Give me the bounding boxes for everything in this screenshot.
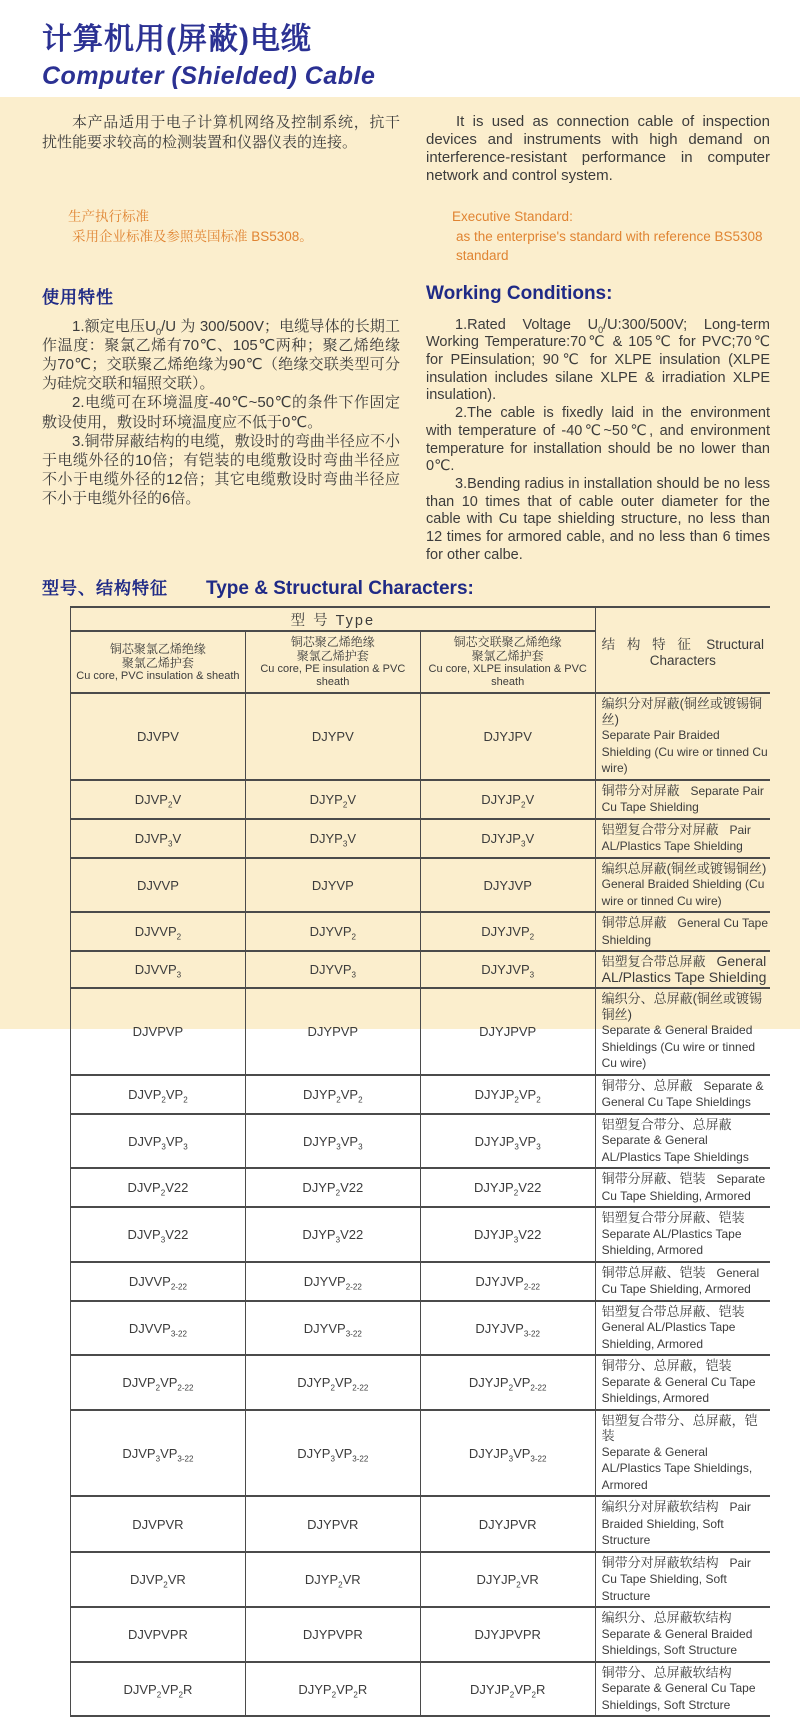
type-code: DJYVP	[245, 858, 420, 913]
page-body	[0, 97, 800, 1712]
intro-section	[42, 113, 770, 185]
type-table-body	[71, 693, 771, 1716]
type-code: $DJYP_2VR$	[245, 1552, 420, 1608]
type-code: DJVPVR	[71, 1496, 246, 1552]
type-code: $DJYP_2VP_{2-22}$	[245, 1355, 420, 1410]
type-span-header: 型 号 Type	[71, 607, 596, 631]
table-row	[71, 819, 771, 858]
structural-character-cn: 铜带分、总屏蔽，铠装	[601, 1358, 732, 1374]
structural-character-cn: 铜带分、总屏蔽	[601, 1077, 693, 1093]
masthead	[0, 0, 800, 97]
type-code: $DJYVP_{3-22}$	[245, 1301, 420, 1356]
structural-characters-header-en: Structural Characters	[649, 636, 764, 668]
structural-character-en: Separate & General AL/Plastics Tape Shieldings, Armored	[601, 1444, 753, 1492]
column-header-cn: 聚氯乙烯护套	[471, 649, 544, 664]
structural-character-en: General AL/Plastics Tape Shielding	[601, 953, 767, 985]
structural-character-cell	[595, 858, 770, 913]
structural-character-cn: 铝塑复合带总屏蔽、铠装	[601, 1303, 745, 1319]
usage-heading-en: Working Conditions:	[426, 282, 613, 304]
structural-character-cn: 铝塑复合带总屏蔽	[601, 954, 706, 970]
column-header-cn: 聚氯乙烯护套	[121, 655, 194, 670]
type-code: $DJYJVP_{2-22}$	[420, 1262, 595, 1301]
type-code: $DJYP_2V22$	[245, 1168, 420, 1207]
table-row	[71, 1262, 771, 1301]
column-header-pe	[245, 631, 420, 693]
structural-character-cn: 铜带分对屏蔽	[601, 782, 680, 798]
column-header-pvc	[71, 631, 246, 693]
usage-item-cn: 1.额定电压$U_0/U$ 为 300/500V；电缆导体的长期工作温度：聚氯乙烯有70℃、105℃两种；聚乙烯绝缘为70℃；交联聚乙烯绝缘为90℃（绝缘交联类型可分为硅烷交联和辐照交联）。	[42, 317, 401, 393]
type-code: $DJYP_3V22$	[245, 1207, 420, 1262]
type-structural-table	[70, 606, 770, 1717]
table-row	[71, 693, 771, 780]
table-row	[71, 1075, 771, 1114]
executive-standard-section	[42, 207, 770, 266]
table-row	[71, 988, 771, 1075]
usage-lists	[42, 317, 770, 565]
table-row	[71, 780, 771, 819]
column-header-cn: 铜芯聚氯乙烯绝缘	[109, 641, 206, 656]
structural-character-cell	[595, 988, 770, 1075]
executive-standard-cn-title: 生产执行标准	[68, 209, 149, 224]
structural-character-cell	[595, 1207, 770, 1262]
usage-list-en	[426, 317, 770, 565]
structural-character-cell	[595, 912, 770, 951]
type-code: DJVPV	[71, 693, 246, 780]
type-code: $DJYJP_3V22$	[420, 1207, 595, 1262]
usage-item-cn: 2.电缆可在环境温度-40℃~50℃的条件下作固定敷设使用，敷设时环境温度应不低于0℃。	[42, 394, 400, 431]
type-code: $DJVP_3V22$	[71, 1207, 246, 1262]
usage-heading-cn: 使用特性	[42, 287, 114, 307]
table-row	[71, 1168, 771, 1207]
type-code: $DJYVP_2$	[245, 912, 420, 951]
type-code: $DJYJP_3VP_{3-22}$	[420, 1410, 595, 1497]
structural-character-cell	[595, 1662, 770, 1717]
structural-character-cell	[595, 1262, 770, 1301]
type-code: $DJYP_3VP_{3-22}$	[245, 1410, 420, 1497]
structural-character-cell	[595, 1496, 770, 1552]
usage-headings	[42, 283, 770, 308]
column-header-en: Cu core, XLPE insulation & PVC sheath	[428, 663, 587, 689]
structural-character-cell	[595, 1168, 770, 1207]
type-code: DJVPVPR	[71, 1607, 246, 1662]
type-code: DJVPVP	[71, 988, 246, 1075]
type-code: $DJYJP_2VP_2R$	[420, 1662, 595, 1717]
usage-item-en: 2.The cable is fixedly laid in the environment with temperature of -40℃~50℃, and environment temperature for installation should be no lower than 0℃.	[426, 405, 770, 475]
type-code: $DJVP_2VP_2R$	[71, 1662, 246, 1717]
structural-character-cell	[595, 1114, 770, 1169]
structural-character-cn: 编织分、总屏蔽(铜丝或镀锡铜丝)	[601, 991, 762, 1022]
structural-character-cn: 编织分对屏蔽(铜丝或镀锡铜丝)	[601, 696, 762, 727]
page-title-cn: 计算机用(屏蔽)电缆	[42, 23, 312, 56]
type-code: $DJYP_2VP_2$	[245, 1075, 420, 1114]
structural-character-cn: 编织分、总屏蔽软结构	[601, 1610, 732, 1626]
type-code: $DJVP_3VP_{3-22}$	[71, 1410, 246, 1497]
structural-character-cell	[595, 1410, 770, 1497]
structural-character-cn: 铜带总屏蔽、铠装	[601, 1264, 706, 1280]
structural-character-cell	[595, 693, 770, 780]
type-code: $DJYP_2VP_2R$	[245, 1662, 420, 1717]
type-code: $DJYJP_2V22$	[420, 1168, 595, 1207]
type-code: $DJVP_3VP_3$	[71, 1114, 246, 1169]
table-row	[71, 1496, 771, 1552]
structural-characters-header-cn: 结 构 特 征	[601, 636, 695, 652]
structural-character-en: General Cu Tape Shielding, Armored	[601, 1265, 760, 1297]
structural-character-en: General Cu Tape Shielding	[601, 916, 768, 947]
type-code: $DJYP_3V$	[245, 819, 420, 858]
executive-standard-cn	[42, 207, 400, 266]
table-header-row-type	[71, 607, 771, 631]
type-code: $DJVVP_{3-22}$	[71, 1301, 246, 1356]
structural-character-cn: 铜带分屏蔽、铠装	[601, 1171, 706, 1187]
type-code: $DJYJVP_3$	[420, 951, 595, 988]
table-row	[71, 1207, 771, 1262]
column-header-cn: 铜芯交联聚乙烯绝缘	[453, 635, 562, 650]
column-header-cn: 聚氯乙烯护套	[296, 649, 369, 664]
type-code: DJYJPVP	[420, 988, 595, 1075]
type-code: $DJYP_3VP_3$	[245, 1114, 420, 1169]
type-code: $DJYJP_2V$	[420, 780, 595, 819]
structural-character-en: Separate & General Cu Tape Shieldings, Armored	[601, 1374, 756, 1406]
structural-character-cn: 编织分对屏蔽软结构	[601, 1499, 719, 1515]
structural-character-cn: 铝塑复合带分、总屏蔽，铠装	[601, 1412, 758, 1444]
type-code: DJVVP	[71, 858, 246, 913]
type-code: $DJVP_2VP_{2-22}$	[71, 1355, 246, 1410]
structural-character-cn: 铜带分对屏蔽软结构	[601, 1554, 719, 1570]
type-code: DJYPVP	[245, 988, 420, 1075]
type-code: $DJYJP_3VP_3$	[420, 1114, 595, 1169]
table-row	[71, 1114, 771, 1169]
structural-character-cn: 铝塑复合带分屏蔽、铠装	[601, 1210, 745, 1226]
structural-character-en: Pair Cu Tape Shielding, Soft Structure	[601, 1555, 751, 1603]
table-row	[71, 858, 771, 913]
structural-character-cn: 铝塑复合带分对屏蔽	[601, 821, 719, 837]
structural-character-cell	[595, 1607, 770, 1662]
table-row	[71, 1607, 771, 1662]
usage-item-cn: 3.铜带屏蔽结构的电缆，敷设时的弯曲半径应不小于电缆外径的10倍；有铠装的电缆敷设时弯曲半径应不小于电缆外径的12倍；其它电缆敷设时弯曲半径应不小于电缆外径的6倍。	[42, 432, 400, 508]
structural-character-en: Separate Pair Braided Shielding (Cu wire or tinned Cu wire)	[601, 728, 768, 776]
type-code: $DJYJP_2VP_2$	[420, 1075, 595, 1114]
column-header-en: Cu core, PVC insulation & sheath	[76, 669, 240, 682]
structural-character-en: Separate & General AL/Plastics Tape Shieldings	[601, 1133, 749, 1164]
type-code: $DJYJP_3V$	[420, 819, 595, 858]
column-header-xlpe	[420, 631, 595, 693]
structural-character-cell	[595, 1075, 770, 1114]
type-code: $DJYVP_{2-22}$	[245, 1262, 420, 1301]
structural-character-cn: 编织总屏蔽(铜丝或镀锡铜丝)	[601, 860, 767, 876]
type-code: $DJYJVP_2$	[420, 912, 595, 951]
table-row	[71, 1355, 771, 1410]
type-code: $DJVVP_3$	[71, 951, 246, 988]
structural-characters-header	[595, 607, 770, 693]
structural-character-en: Pair AL/Plastics Tape Shielding	[601, 822, 751, 854]
type-code: DJYPVPR	[245, 1607, 420, 1662]
type-code: DJYJVP	[420, 858, 595, 913]
type-code: DJYPVR	[245, 1496, 420, 1552]
structural-character-en: Separate & General Braided Shieldings (Cu wire or tinned Cu wire)	[601, 1023, 756, 1071]
type-code: $DJVVP_{2-22}$	[71, 1262, 246, 1301]
table-row	[71, 1410, 771, 1497]
usage-item-en: 1.Rated Voltage $U_0/U:300/500V$; Long-term Working Temperature:70℃ & 105℃ for PVC;70℃ for PEinsulation; 90℃ for XLPE insulation (XLPE insulation includes silane XLPE & irradiation XLPE insulation).	[426, 316, 770, 404]
structural-character-cell	[595, 1301, 770, 1356]
intro-paragraph-cn: 本产品适用于电子计算机网络及控制系统，抗干扰性能要求较高的检测装置和仪器仪表的连接。	[42, 114, 400, 151]
table-heading-en: Type & Structural Characters:	[206, 578, 474, 600]
type-code: $DJYVP_3$	[245, 951, 420, 988]
table-row	[71, 912, 771, 951]
structural-character-cell	[595, 1552, 770, 1608]
type-code: $DJVP_2V22$	[71, 1168, 246, 1207]
structural-character-cell	[595, 819, 770, 858]
type-code: $DJVP_2V$	[71, 780, 246, 819]
type-code: $DJYJVP_{3-22}$	[420, 1301, 595, 1356]
usage-list-cn	[42, 317, 400, 565]
executive-standard-cn-body: 采用企业标准及参照英国标准 BS5308。	[72, 228, 313, 244]
type-code: $DJVP_2VR$	[71, 1552, 246, 1608]
type-code: $DJYP_2V$	[245, 780, 420, 819]
type-code: DJYJPV	[420, 693, 595, 780]
structural-character-en: Separate & General Cu Tape Shieldings, Soft Strcture	[601, 1681, 756, 1712]
type-code: DJYJPVR	[420, 1496, 595, 1552]
type-code: $DJYJP_2VR$	[420, 1552, 595, 1608]
intro-paragraph-en: It is used as connection cable of inspection devices and instruments with high demand on interference-resistant performance in computer network and control system.	[426, 113, 770, 184]
page-title-en: Computer (Shielded) Cable	[42, 62, 376, 90]
table-section-heading	[42, 574, 770, 600]
structural-character-en: General Braided Shielding (Cu wire or tinned Cu wire)	[601, 877, 765, 908]
structural-character-cn: 铜带总屏蔽	[601, 915, 667, 931]
structural-character-en: Separate & General Cu Tape Shieldings	[601, 1078, 764, 1110]
type-code: DJYJPVPR	[420, 1607, 595, 1662]
structural-character-en: Pair Braided Shielding, Soft Structure	[601, 1500, 751, 1548]
executive-standard-en-title: Executive Standard:	[452, 209, 573, 224]
executive-standard-en-body: as the enterprise's standard with reference BS5308 standard	[456, 228, 763, 264]
structural-character-cell	[595, 780, 770, 819]
type-code: $DJVVP_2$	[71, 912, 246, 951]
structural-character-en: Separate & General Braided Shieldings, Soft Structure	[601, 1626, 753, 1658]
table-header	[71, 607, 771, 693]
executive-standard-en	[426, 207, 770, 266]
structural-character-en: Separate AL/Plastics Tape Shielding, Armored	[601, 1226, 742, 1258]
table-row	[71, 1552, 771, 1608]
structural-character-en: Separate Cu Tape Shielding, Armored	[601, 1172, 766, 1203]
structural-character-cn: 铝塑复合带分、总屏蔽	[601, 1116, 732, 1132]
structural-character-en: Separate Pair Cu Tape Shielding	[601, 783, 764, 815]
type-code: $DJVP_3V$	[71, 819, 246, 858]
structural-character-en: General AL/Plastics Tape Shielding, Armored	[601, 1320, 736, 1351]
table-row	[71, 1662, 771, 1717]
table-row	[71, 1301, 771, 1356]
column-header-cn: 铜芯聚乙烯绝缘	[290, 635, 375, 650]
type-code: $DJYJP_2VP_{2-22}$	[420, 1355, 595, 1410]
column-header-en: Cu core, PE insulation & PVC sheath	[260, 663, 406, 689]
table-row	[71, 951, 771, 988]
structural-character-cell	[595, 951, 770, 988]
structural-character-cn: 铜带分、总屏蔽软结构	[601, 1664, 732, 1680]
usage-item-en: 3.Bending radius in installation should be no less than 10 times that of cable outer diameter for the cable with Cu tape shielding structure, no less than 12 times for armored cable, and no less than 6 times for other calbe.	[426, 475, 770, 563]
structural-character-cell	[595, 1355, 770, 1410]
type-code: $DJVP_2VP_2$	[71, 1075, 246, 1114]
table-heading-cn: 型号、结构特征	[42, 579, 168, 599]
type-code: DJYPV	[245, 693, 420, 780]
